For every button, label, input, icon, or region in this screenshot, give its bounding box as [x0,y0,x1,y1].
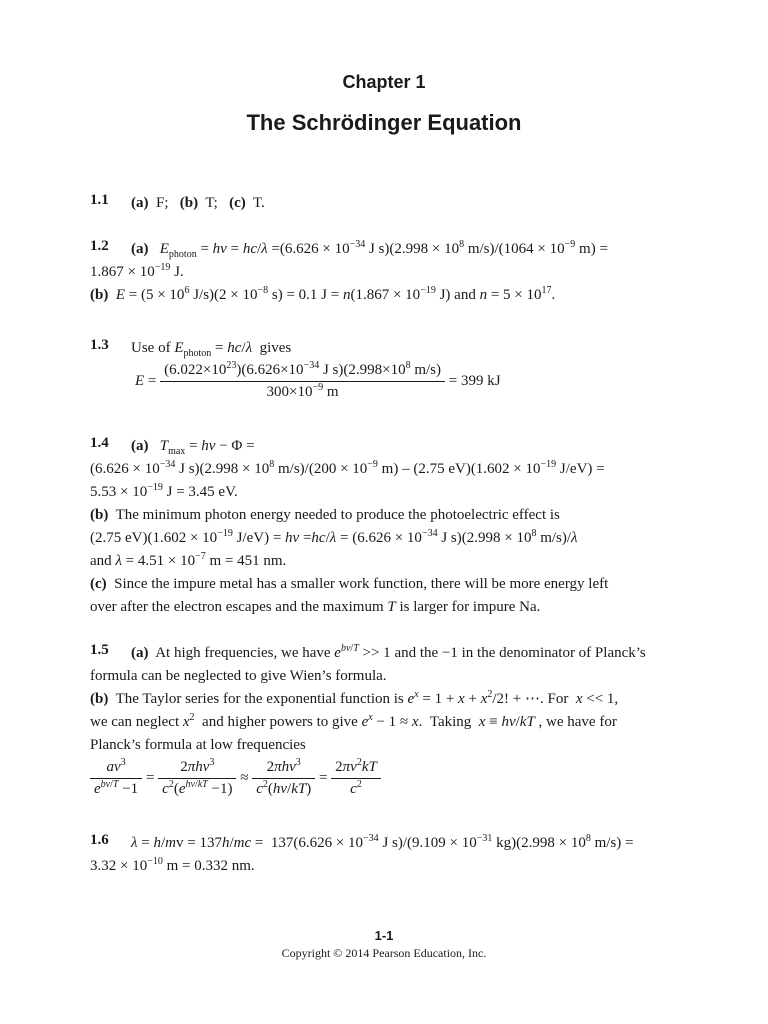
part-b-text: The minimum photon energy needed to produce the photoelectric effect is [115,507,560,523]
part-a-text: At high frequencies, we have [155,645,331,661]
page-number: 1-1 [374,928,394,943]
problem-body: (a) $T_{max} = h\nu - \Phi$ = ($6.626 \times 10^{-34}$ J $s)(2.998 \times 10^8$ $m/s)/(200 \times 10^{-9}$ m) – (2.75 $eV)(1.602 \times 10^{-19}$ J/eV) = $5.53 \times 10^{-19}$ J = 3.45 eV. (b) The minimum photon energy needed to produce the photoelectric effect is (2.75 $eV)(1.602 \times 10^{-19}$ $J/eV) = h\nu =hc/\lambda = (6.626 \times 10^{-34}$ J $s)(2.998 \times 10^8$ m/s)/λ and $\lambda = 4.51 \times 10^{-7}$ m = 451 nm. (c) Since the impure metal has a smaller work function, there will be more energy left over after the electron escapes and the maximum T is larger for impure Na. [90,438,609,615]
problem-number: 1.2 [90,238,109,254]
problem-number: 1.4 [90,435,109,451]
problem-number: 1.3 [90,337,109,353]
problem-body: (a) At high frequencies, we have $e^{b\nu/T} >> 1$ and the −1 in the denominator of Planck’s formula can be neglected to give Wien’s formula. (b) The Taylor series for the exponential function is $e^x = 1 + x + x^2/2$! + ⋯. For x << 1, we can neglect $x^2$ and higher powers to give $e^x - 1 \approx x$. Taking x ≡ hν/kT , we have for Planck’s formula at low frequencies $\frac{a\nu^3}{e^{b\nu/T} -1}$ = $\frac{2\pi h\nu^3}{c^2(e^{h\nu/kT} -1)}$ ≈ $\frac{2\pi h\nu^3}{c^2(h\nu/kT)}$ = $\frac{2\pi\nu^2kT}{c^2}$ [90,643,646,797]
copyright-notice: Copyright © 2014 Pearson Education, Inc. [281,946,487,960]
problem-body: Use of $E_{photon} = hc/\lambda$ gives E = $\frac{(6.022\times 10^{23})(6.626\times 10^{-34} J s)(2.998\times 10^8 m/s)}{300\times 10^{-9} m}$ = 399 kJ [131,340,501,400]
problem-number: 1.1 [90,192,109,208]
problem-body: $\lambda = h/mv = 137h/mc = 137(6.626 \times 10^{-34}$ J $s)/(9.109 \times 10^{-31}$ $kg)(2.998 \times 10^8$ m/s) = $3.32 \times 10^{-10}$ m = 0.332 nm. [90,833,634,874]
result-value: = 399 kJ [448,372,501,389]
page-title: The Schrödinger Equation [246,110,522,135]
chapter-label: Chapter 1 [342,72,426,92]
part-c-text: Since the impure metal has a smaller work function, there will be more energy left [114,576,609,592]
part-b-text-4: Planck’s formula at low frequencies [90,737,306,753]
part-b-text: The Taylor series for the exponential function is [115,691,404,707]
part-a-text-2: and the −1 in the denominator of Planck’s [394,645,646,661]
problem-body: (a) F; (b) T; (c) T. [131,195,265,211]
part-a-text-3: formula can be neglected to give Wien’s formula. [90,668,387,684]
problem-intro: Use of [131,340,171,356]
part-c-text-2: over after the electron escapes and the maximum [90,599,384,615]
problem-gives: gives [259,340,292,356]
part-b-text-2: we can neglect [90,714,180,730]
problem-body: (a) $E_{photon} = h\nu = hc/\lambda =(6.626 \times 10^{-34}$ J $s)(2.998 \times 10^8$ $m/s)/(1064 \times 10^{-9}$ m) = $1.867 \times 10^{-19}$ J. (b) $E = (5 \times 10^6$ $J/s)(2 \times 10^{-8}$ s) = 0.1 $J = n(1.867 \times 10^{-19}$ J) and $n = 5 \times 10^{17}$. [90,239,608,303]
part-c-text-3: is larger for impure Na. [399,599,541,615]
problem-number: 1.5 [90,642,109,658]
problem-number: 1.6 [90,832,109,848]
part-b-text-3: and higher powers to give [202,714,358,730]
